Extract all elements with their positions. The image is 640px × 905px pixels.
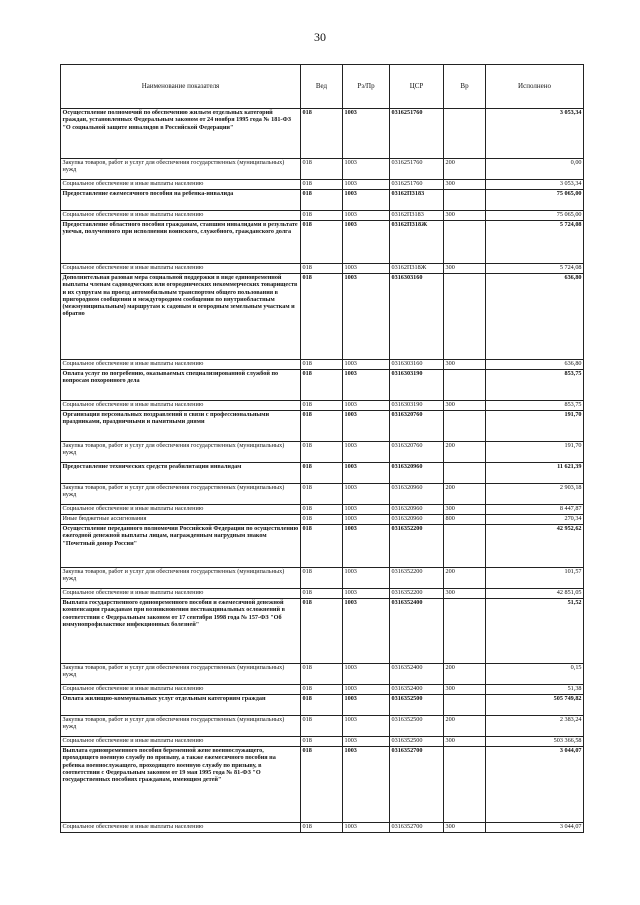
row-vr: 200 — [444, 158, 486, 179]
row-executed: 11 621,39 — [486, 462, 584, 483]
row-csr: 0316320760 — [390, 441, 444, 462]
row-csr: 0316320960 — [390, 504, 444, 514]
row-csr: 0316352400 — [390, 598, 444, 663]
row-ved: 018 — [301, 715, 343, 736]
row-csr: 0316352700 — [390, 822, 444, 832]
row-rzpr: 1003 — [343, 400, 390, 410]
row-rzpr: 1003 — [343, 108, 390, 158]
row-rzpr: 1003 — [343, 514, 390, 524]
row-executed: 42 952,62 — [486, 524, 584, 567]
row-rzpr: 1003 — [343, 822, 390, 832]
row-rzpr: 1003 — [343, 598, 390, 663]
row-rzpr: 1003 — [343, 273, 390, 359]
row-executed: 3 053,34 — [486, 179, 584, 189]
row-ved: 018 — [301, 663, 343, 684]
row-csr: 0316352200 — [390, 567, 444, 588]
table-row — [61, 694, 584, 715]
row-ved: 018 — [301, 524, 343, 567]
row-executed: 5 724,08 — [486, 220, 584, 263]
row-vr: 300 — [444, 179, 486, 189]
row-name: Предоставление ежемесячного пособия на ребенка-инвалида — [61, 189, 301, 210]
row-csr: 0316303190 — [390, 369, 444, 400]
row-rzpr: 1003 — [343, 189, 390, 210]
header-name: Наименование показателя — [61, 65, 301, 109]
row-name: Социальное обеспечение и иные выплаты населению — [61, 263, 301, 273]
row-name: Закупка товаров, работ и услуг для обеспечения государственных (муниципальных) нужд — [61, 441, 301, 462]
row-vr — [444, 462, 486, 483]
row-vr: 300 — [444, 400, 486, 410]
row-ved: 018 — [301, 400, 343, 410]
row-vr: 200 — [444, 483, 486, 504]
row-name: Предоставление областного пособия гражданам, ставшим инвалидами в результате увечья, полученного при исполнении воинского, служебного, гражданского долга — [61, 220, 301, 263]
row-vr: 200 — [444, 715, 486, 736]
table-row — [61, 400, 584, 410]
table-row — [61, 736, 584, 746]
row-vr — [444, 524, 486, 567]
row-csr: 0316320760 — [390, 410, 444, 441]
row-vr: 300 — [444, 588, 486, 598]
row-executed: 2 383,24 — [486, 715, 584, 736]
row-ved: 018 — [301, 220, 343, 263]
row-ved: 018 — [301, 369, 343, 400]
row-csr: 0316303190 — [390, 400, 444, 410]
row-csr: 0316352400 — [390, 663, 444, 684]
row-vr: 300 — [444, 504, 486, 514]
row-vr — [444, 369, 486, 400]
row-rzpr: 1003 — [343, 588, 390, 598]
row-csr: 03162П3183 — [390, 210, 444, 220]
row-ved: 018 — [301, 410, 343, 441]
row-name: Закупка товаров, работ и услуг для обеспечения государственных (муниципальных) нужд — [61, 567, 301, 588]
row-ved: 018 — [301, 462, 343, 483]
row-ved: 018 — [301, 441, 343, 462]
row-name: Организация персональных поздравлений в связи с профессиональными праздниками, праздничными и памятными днями — [61, 410, 301, 441]
row-rzpr: 1003 — [343, 220, 390, 263]
row-ved: 018 — [301, 263, 343, 273]
row-rzpr: 1003 — [343, 179, 390, 189]
row-csr: 0316352500 — [390, 715, 444, 736]
row-executed: 505 749,82 — [486, 694, 584, 715]
row-name: Выплата государственного единовременного пособия и ежемесячной денежной компенсации гражданам при возникновении поствакцинальных осложнений в соответствии с Федеральным законом от 17 сентября 1998 года № 157-ФЗ "Об иммунопрофилактике инфекционных болезней" — [61, 598, 301, 663]
row-executed: 8 447,87 — [486, 504, 584, 514]
row-csr: 0316251760 — [390, 108, 444, 158]
table-row — [61, 108, 584, 158]
row-name: Закупка товаров, работ и услуг для обеспечения государственных (муниципальных) нужд — [61, 663, 301, 684]
row-csr: 0316352500 — [390, 736, 444, 746]
row-csr: 0316352200 — [390, 588, 444, 598]
row-vr: 300 — [444, 822, 486, 832]
table-row — [61, 567, 584, 588]
table-body — [61, 108, 584, 832]
row-vr — [444, 410, 486, 441]
row-rzpr: 1003 — [343, 263, 390, 273]
table-row — [61, 263, 584, 273]
row-name: Оплата жилищно-коммунальных услуг отдельным категориям граждан — [61, 694, 301, 715]
row-name: Осуществление полномочий по обеспечению жильем отдельных категорий граждан, установленных Федеральным законом от 24 ноября 1995 года № 181-ФЗ "О социальной защите инвалидов в Российской Федерации" — [61, 108, 301, 158]
row-executed: 270,34 — [486, 514, 584, 524]
row-name: Социальное обеспечение и иные выплаты населению — [61, 210, 301, 220]
row-name: Выплата единовременного пособия беременной жене военнослужащего, проходящего военную службу по призыву, а также ежемесячного пособия на ребенка военнослужащего, проходящего военную службу по призыву, в соответствии с Федеральным законом от 19 мая 1995 года № 81-ФЗ "О государственных пособиях гражданам, имеющим детей" — [61, 746, 301, 822]
table-row — [61, 663, 584, 684]
row-csr: 0316352400 — [390, 684, 444, 694]
row-name: Закупка товаров, работ и услуг для обеспечения государственных (муниципальных) нужд — [61, 158, 301, 179]
table-row — [61, 273, 584, 359]
row-csr: 0316320960 — [390, 462, 444, 483]
header-executed: Исполнено — [486, 65, 584, 109]
row-vr: 800 — [444, 514, 486, 524]
table-row — [61, 715, 584, 736]
row-vr — [444, 189, 486, 210]
table-row — [61, 210, 584, 220]
table-row — [61, 598, 584, 663]
row-name: Предоставление технических средств реабилитации инвалидам — [61, 462, 301, 483]
row-name: Иные бюджетные ассигнования — [61, 514, 301, 524]
row-csr: 0316303160 — [390, 273, 444, 359]
table-row — [61, 483, 584, 504]
row-vr — [444, 273, 486, 359]
row-vr: 300 — [444, 359, 486, 369]
row-csr: 03162П318Ж — [390, 220, 444, 263]
row-ved: 018 — [301, 514, 343, 524]
row-rzpr: 1003 — [343, 715, 390, 736]
row-rzpr: 1003 — [343, 359, 390, 369]
row-name: Социальное обеспечение и иные выплаты населению — [61, 179, 301, 189]
row-ved: 018 — [301, 684, 343, 694]
row-name: Социальное обеспечение и иные выплаты населению — [61, 684, 301, 694]
row-ved: 018 — [301, 736, 343, 746]
row-rzpr: 1003 — [343, 663, 390, 684]
row-executed: 0,15 — [486, 663, 584, 684]
row-name: Социальное обеспечение и иные выплаты населению — [61, 504, 301, 514]
row-vr: 300 — [444, 210, 486, 220]
row-executed: 51,38 — [486, 684, 584, 694]
row-executed: 853,75 — [486, 369, 584, 400]
row-ved: 018 — [301, 158, 343, 179]
row-executed: 191,70 — [486, 410, 584, 441]
row-executed: 503 366,58 — [486, 736, 584, 746]
row-csr: 0316352200 — [390, 524, 444, 567]
row-rzpr: 1003 — [343, 158, 390, 179]
row-ved: 018 — [301, 179, 343, 189]
row-csr: 03162П3183 — [390, 189, 444, 210]
table-header-row — [61, 65, 584, 109]
row-rzpr: 1003 — [343, 684, 390, 694]
row-vr: 200 — [444, 441, 486, 462]
row-executed: 2 903,18 — [486, 483, 584, 504]
row-vr — [444, 746, 486, 822]
row-vr — [444, 598, 486, 663]
row-csr: 0316352700 — [390, 746, 444, 822]
table-row — [61, 359, 584, 369]
row-executed: 75 065,00 — [486, 189, 584, 210]
row-csr: 0316251760 — [390, 158, 444, 179]
row-executed: 42 851,05 — [486, 588, 584, 598]
row-rzpr: 1003 — [343, 462, 390, 483]
row-csr: 0316352500 — [390, 694, 444, 715]
row-executed: 3 044,07 — [486, 746, 584, 822]
header-vr: Вр — [444, 65, 486, 109]
row-name: Дополнительная разовая мера социальной поддержки в виде единовременной выплаты членам садоводческих или огороднических некоммерческих товариществ и их супругам на проезд автомобильным транспортом общего пользования в пригородном сообщении и междугородном сообщении по внутриобластным (межмуниципальным) маршрутам к садовым и огородным земельным участкам и обратно — [61, 273, 301, 359]
row-name: Социальное обеспечение и иные выплаты населению — [61, 822, 301, 832]
row-vr: 200 — [444, 567, 486, 588]
row-ved: 018 — [301, 598, 343, 663]
row-name: Социальное обеспечение и иные выплаты населению — [61, 359, 301, 369]
row-rzpr: 1003 — [343, 567, 390, 588]
table-row — [61, 189, 584, 210]
table-row — [61, 588, 584, 598]
table-row — [61, 822, 584, 832]
report-table — [60, 64, 584, 833]
row-vr — [444, 694, 486, 715]
table-row — [61, 369, 584, 400]
row-executed: 0,00 — [486, 158, 584, 179]
row-executed: 3 053,34 — [486, 108, 584, 158]
row-name: Социальное обеспечение и иные выплаты населению — [61, 588, 301, 598]
row-vr: 200 — [444, 663, 486, 684]
row-executed: 636,80 — [486, 359, 584, 369]
row-vr — [444, 108, 486, 158]
row-rzpr: 1003 — [343, 210, 390, 220]
table-row — [61, 179, 584, 189]
header-ved: Вед — [301, 65, 343, 109]
row-ved: 018 — [301, 189, 343, 210]
row-rzpr: 1003 — [343, 746, 390, 822]
row-ved: 018 — [301, 746, 343, 822]
row-executed: 101,57 — [486, 567, 584, 588]
table-row — [61, 746, 584, 822]
row-ved: 018 — [301, 588, 343, 598]
row-ved: 018 — [301, 567, 343, 588]
row-rzpr: 1003 — [343, 369, 390, 400]
row-csr: 03162П318Ж — [390, 263, 444, 273]
row-executed: 5 724,08 — [486, 263, 584, 273]
row-name: Закупка товаров, работ и услуг для обеспечения государственных (муниципальных) нужд — [61, 715, 301, 736]
table-row — [61, 158, 584, 179]
header-rzpr: Рз/Пр — [343, 65, 390, 109]
row-rzpr: 1003 — [343, 441, 390, 462]
row-rzpr: 1003 — [343, 736, 390, 746]
row-ved: 018 — [301, 359, 343, 369]
row-ved: 018 — [301, 694, 343, 715]
row-ved: 018 — [301, 273, 343, 359]
table-row — [61, 462, 584, 483]
row-executed: 191,70 — [486, 441, 584, 462]
table-row — [61, 524, 584, 567]
row-ved: 018 — [301, 483, 343, 504]
row-name: Закупка товаров, работ и услуг для обеспечения государственных (муниципальных) нужд — [61, 483, 301, 504]
row-rzpr: 1003 — [343, 483, 390, 504]
row-csr: 0316320960 — [390, 483, 444, 504]
row-executed: 636,80 — [486, 273, 584, 359]
table-row — [61, 410, 584, 441]
row-csr: 0316320960 — [390, 514, 444, 524]
row-name: Социальное обеспечение и иные выплаты населению — [61, 736, 301, 746]
table-row — [61, 514, 584, 524]
row-ved: 018 — [301, 822, 343, 832]
row-ved: 018 — [301, 108, 343, 158]
row-executed: 3 044,07 — [486, 822, 584, 832]
table-row — [61, 441, 584, 462]
row-csr: 0316251760 — [390, 179, 444, 189]
row-rzpr: 1003 — [343, 524, 390, 567]
row-ved: 018 — [301, 504, 343, 514]
row-name: Оплата услуг по погребению, оказываемых специализированной службой по вопросам похоронного дела — [61, 369, 301, 400]
row-vr: 300 — [444, 684, 486, 694]
table-row — [61, 220, 584, 263]
row-rzpr: 1003 — [343, 504, 390, 514]
row-name: Социальное обеспечение и иные выплаты населению — [61, 400, 301, 410]
row-executed: 75 065,00 — [486, 210, 584, 220]
row-vr — [444, 220, 486, 263]
table-row — [61, 504, 584, 514]
table-row — [61, 684, 584, 694]
row-executed: 51,52 — [486, 598, 584, 663]
row-vr: 300 — [444, 263, 486, 273]
header-csr: ЦСР — [390, 65, 444, 109]
row-ved: 018 — [301, 210, 343, 220]
row-vr: 300 — [444, 736, 486, 746]
row-executed: 853,75 — [486, 400, 584, 410]
row-name: Осуществление переданного полномочия Российской Федерации по осуществлению ежегодной денежной выплаты лицам, награжденным нагрудным знаком "Почетный донор России" — [61, 524, 301, 567]
row-rzpr: 1003 — [343, 410, 390, 441]
row-rzpr: 1003 — [343, 694, 390, 715]
row-csr: 0316303160 — [390, 359, 444, 369]
page-number: 30 — [314, 30, 326, 44]
